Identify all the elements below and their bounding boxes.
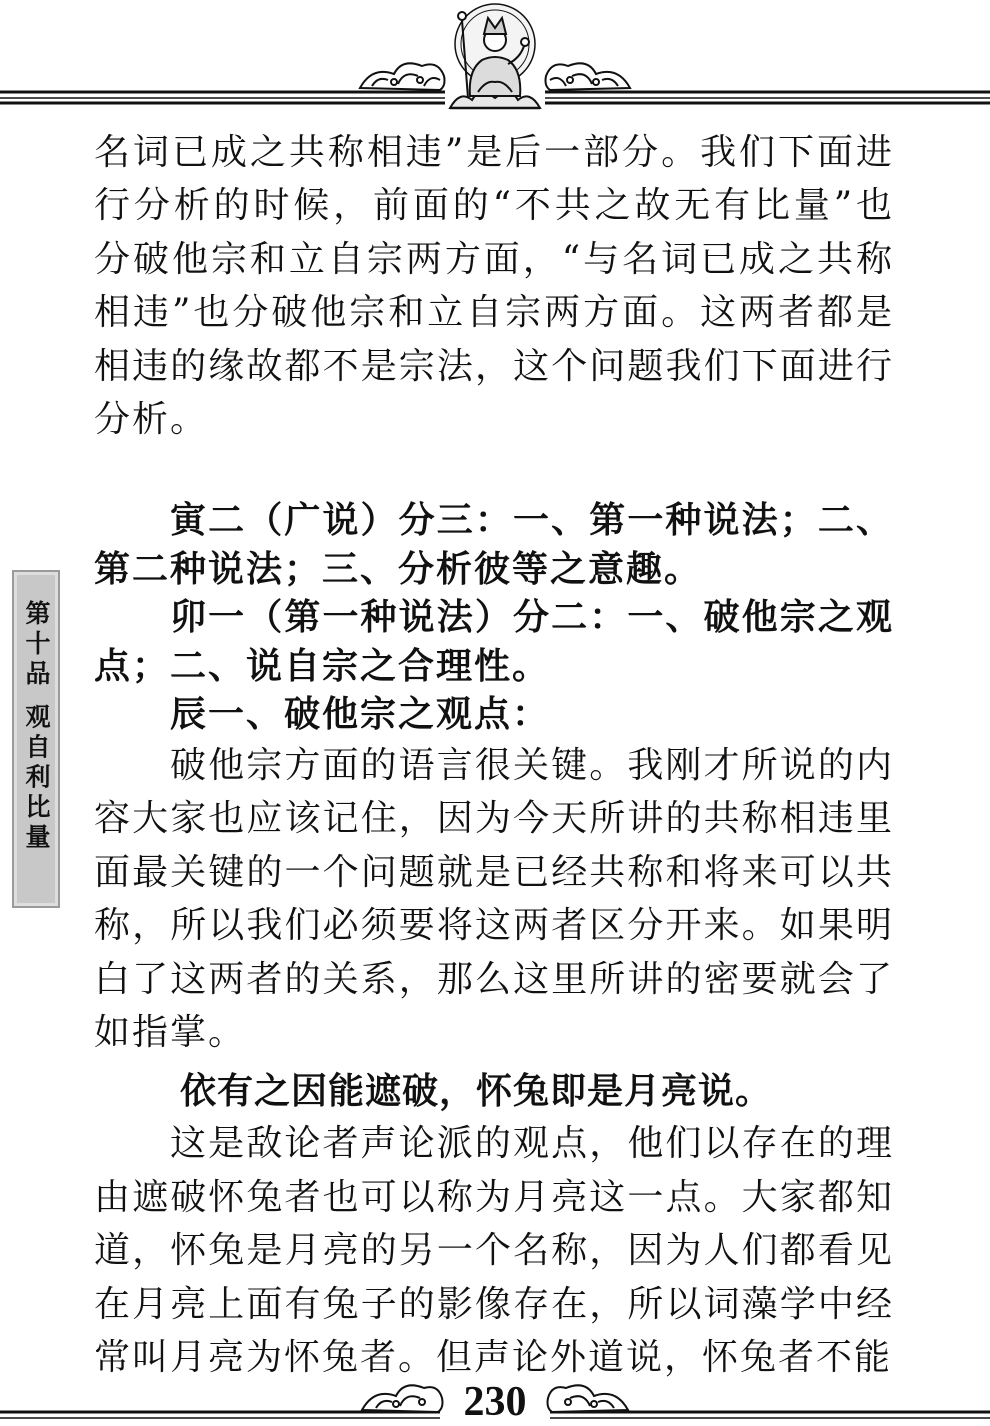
chapter-title: 第十品 观自利比量: [22, 600, 51, 854]
paragraph-gap: [94, 446, 894, 496]
paragraph-3: 这是敌论者声论派的观点，他们以存在的理由遮破怀兔者也可以称为月亮这一点。大家都知道，怀兔是月亮的另一个名称，因为人们都看见在月亮上面有兔子的影像存在，所以词藻学中经常叫月亮为怀兔者。但声论外道说，怀兔者不能: [94, 1123, 894, 1378]
cloud-scroll-left-icon: [360, 63, 445, 90]
page-footer: [0, 1372, 990, 1426]
page-number: 230: [463, 1379, 527, 1425]
paragraph-1: 名词已成之共称相违”是后一部分。我们下面进行分析的时候，前面的“不共之故无有比量”也分破他宗和立自宗两方面，“与名词已成之共称相违”也分破他宗和立自宗两方面。这两者都是相违的缘故都不是宗法，这个问题我们下面进行分析。: [94, 132, 894, 441]
cloud-scroll-footer-right-icon: [548, 1385, 629, 1412]
deity-figure-icon: [450, 4, 540, 108]
cloud-scroll-right-icon: [546, 63, 631, 90]
cloud-scroll-footer-left-icon: [362, 1385, 443, 1412]
verse-line: 依有之因能遮破，怀兔即是月亮说。: [180, 1071, 773, 1113]
page-header: [0, 0, 990, 120]
section-heading-1: 寅二（广说）分三：一、第一种说法；二、第二种说法；三、分析彼等之意趣。: [94, 499, 894, 590]
chapter-side-tab: [12, 570, 60, 908]
section-heading-3: 辰一、破他宗之观点：: [170, 693, 551, 736]
header-ornament: [0, 0, 990, 120]
page-content: [94, 126, 894, 1384]
paragraph-2: 破他宗方面的语言很关键。我刚才所说的内容大家也应该记住，因为今天所讲的共称相违里面最关键的一个问题就是已经共称和将来可以共称，所以我们必须要将这两者区分开来。如果明白了这两者的关系，那么这里所讲的密要就会了如指掌。: [94, 744, 894, 1053]
section-heading-2: 卯一（第一种说法）分二：一、破他宗之观点；二、说自宗之合理性。: [94, 596, 894, 687]
